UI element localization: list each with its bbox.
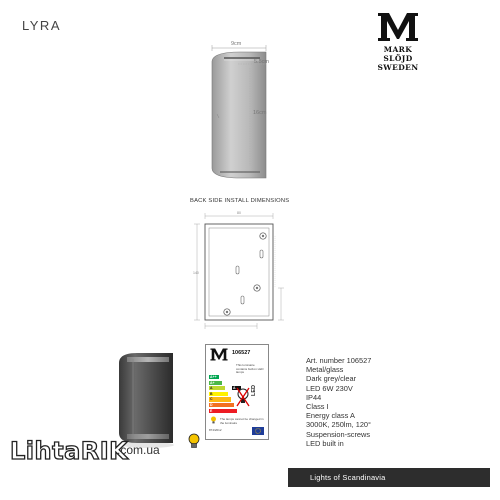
- energy-class-bar: E: [209, 409, 237, 413]
- footer-tagline: Lights of Scandinavia: [310, 473, 386, 482]
- logo-text-line1: MARK: [383, 45, 413, 54]
- eu-flag-icon: [252, 427, 264, 435]
- footer-bar: [288, 468, 490, 487]
- product-title: LYRA: [22, 18, 61, 33]
- logo-text-line3: SWEDEN: [377, 63, 419, 72]
- lightbulb-icon: [187, 433, 201, 451]
- spec-item: IP44: [306, 392, 322, 402]
- spec-item: Metal/glass: [306, 365, 344, 375]
- spec-item: Suspension-screws: [306, 429, 371, 439]
- energy-class-bar: D: [209, 403, 234, 407]
- height-dimension: 16cm: [253, 110, 267, 116]
- energy-label-regulation: 874/2012: [209, 428, 222, 432]
- spec-item: LED built in: [306, 438, 344, 448]
- depth-dimension: 5.5cm: [254, 59, 269, 65]
- energy-label-note-top: This luminaire contains built-in LED lamps: [236, 363, 264, 375]
- back-width-label: 80: [237, 211, 241, 215]
- energy-class-bar: A+: [209, 381, 222, 385]
- bulb-icon: [210, 416, 217, 424]
- spec-item: Art. number 106527: [306, 356, 372, 365]
- width-dimension: 9cm: [231, 41, 242, 47]
- spec-item: LED 6W 230V: [306, 383, 353, 393]
- energy-label-led-text: LED: [251, 385, 257, 396]
- active-class-arrow: A: [232, 386, 241, 390]
- back-height-label: 140: [193, 271, 199, 275]
- watermark: [10, 433, 210, 465]
- watermark-brand: LihtaRIK: [10, 437, 129, 465]
- back-side-drawing: [193, 208, 293, 333]
- energy-class-bar: A: [209, 386, 225, 390]
- spec-list: [306, 356, 486, 448]
- energy-class-bar: C: [209, 397, 231, 401]
- logo-m-mark: [377, 12, 419, 42]
- spec-item: 3000K, 250lm, 120°: [306, 420, 372, 430]
- spec-item: Class I: [306, 402, 329, 412]
- dimension-drawing: [190, 38, 300, 193]
- watermark-domain: .com.ua: [117, 443, 160, 457]
- energy-class-bar: B: [209, 392, 228, 396]
- energy-label-logo: [210, 348, 228, 361]
- energy-class-bar: A++: [209, 375, 219, 379]
- back-side-heading: BACK SIDE INSTALL DIMENSIONS: [190, 198, 290, 204]
- spec-item: Energy class A: [306, 411, 355, 421]
- brand-logo: [372, 12, 424, 82]
- bulb-crossed-icon: [236, 387, 250, 409]
- energy-label-article: 106527: [232, 350, 251, 356]
- spec-item: Dark grey/clear: [306, 374, 357, 384]
- energy-label: [205, 344, 269, 440]
- energy-label-note-bottom: The lamps cannot be changed in the luminaire: [220, 417, 264, 425]
- logo-text-line2: SLÖJD: [383, 54, 413, 63]
